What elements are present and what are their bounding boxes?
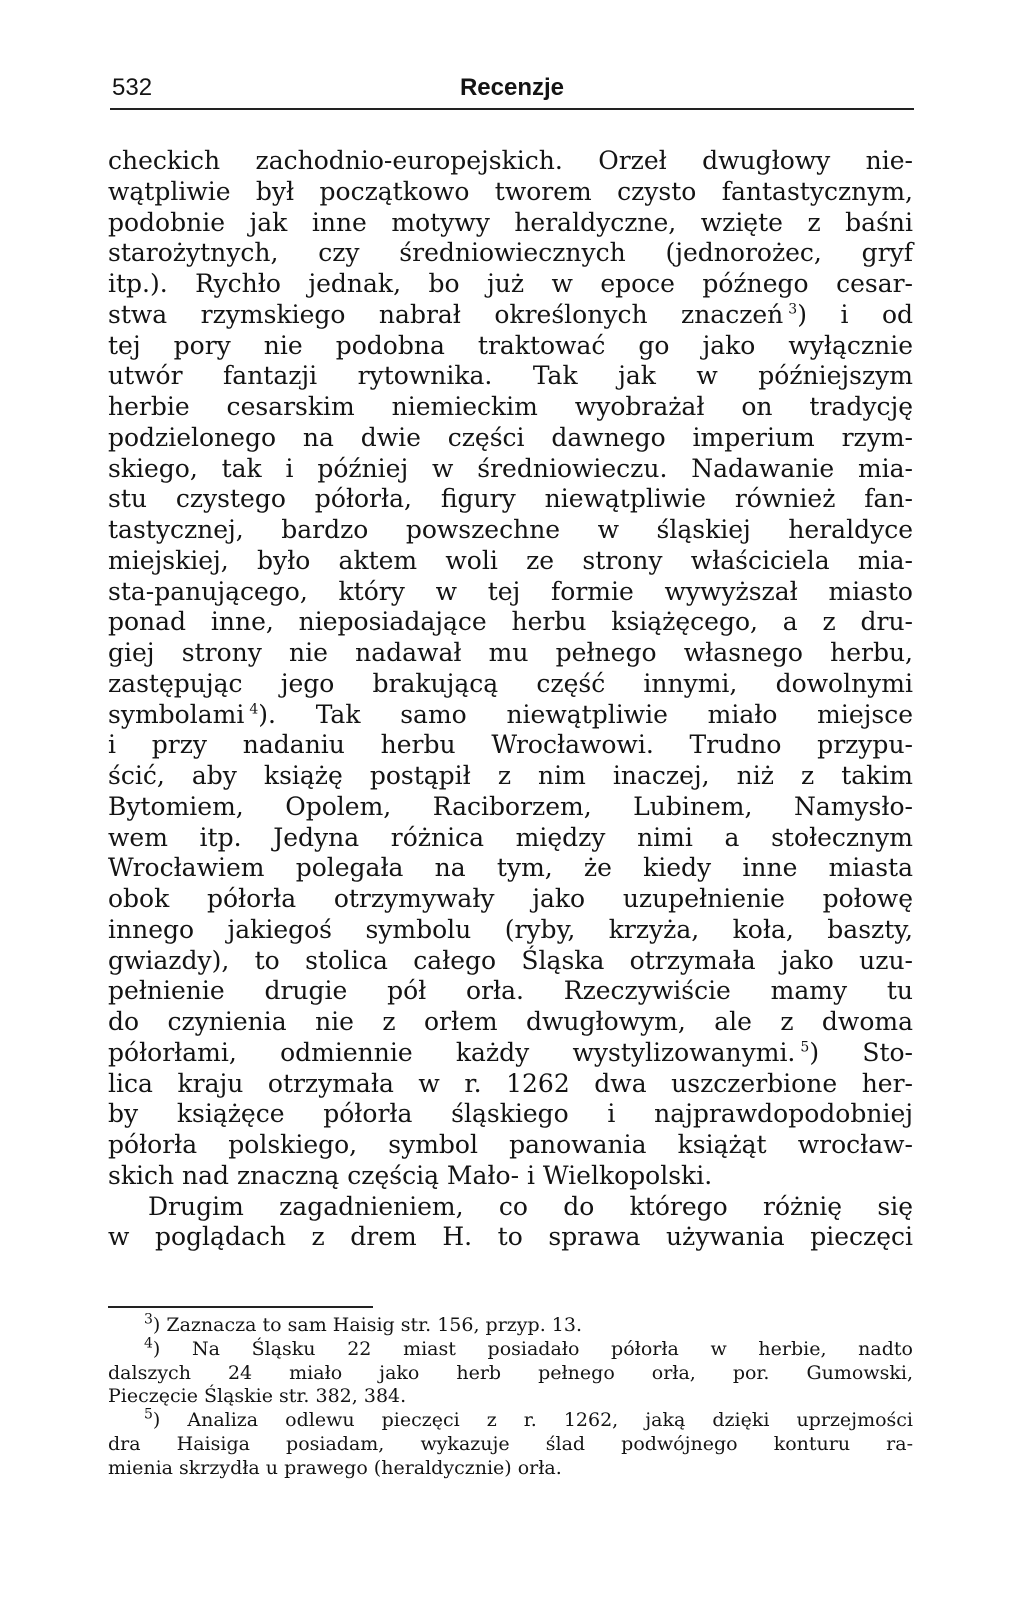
body-line: innego jakiegoś symbolu (ryby, krzyża, koła, baszty, <box>108 914 913 944</box>
body-line-text: ) Sto- <box>809 1037 913 1067</box>
body-line: tej pory nie podobna traktować go jako wyłącznie <box>108 330 913 360</box>
page-number: 532 <box>112 74 153 101</box>
body-line: checkich zachodnio-europejskich. Orzeł dwugłowy nie- <box>108 146 913 175</box>
footnote-line <box>108 1406 913 1433</box>
footnote-line: dalszych 24 miało jako herb pełnego orła, por. Gumowski, <box>108 1361 913 1384</box>
body-line: Bytomiem, Opolem, Raciborzem, Lubinem, Namysło- <box>108 791 913 821</box>
body-line: skiego, tak i później w średniowieczu. Nadawanie mia- <box>108 453 913 483</box>
footnote-text: ) Na Śląsku 22 miast posiadało półorła w herbie, nadto <box>152 1337 913 1360</box>
body-line: starożytnych, czy średniowiecznych (jednorożec, gryf <box>108 238 913 268</box>
body-line <box>108 300 913 331</box>
body-line: ścić, aby książę postąpił z nim inaczej, niż z takim <box>108 761 913 790</box>
body-line: podobnie jak inne motywy heraldyczne, wzięte z baśni <box>108 207 913 237</box>
footnote-text: ) Analiza odlewu pieczęci z r. 1262, jaką dzięki uprzejmości <box>152 1409 913 1432</box>
running-title: Recenzje <box>459 74 565 101</box>
body-line: skich nad znaczną częścią Mało- i Wielkopolski. <box>108 1160 713 1190</box>
footnote-line <box>108 1311 913 1338</box>
body-line-text: ) i od <box>797 299 914 329</box>
body-line-text: ). Tak samo niewątpliwie miało miejsce <box>258 699 913 729</box>
body-line: w poglądach z drem H. to sprawa używania pieczęci <box>108 1222 913 1252</box>
footnote-line <box>108 1335 913 1362</box>
footnotes <box>108 1311 913 1481</box>
body-line: i przy nadaniu herbu Wrocławowi. Trudno przypu- <box>108 730 913 760</box>
header-rule <box>110 108 914 110</box>
body-line: itp.). Rychło jednak, bo już w epoce późnego cesar- <box>108 269 913 298</box>
body-line <box>108 1038 913 1069</box>
body-line: podzielonego na dwie części dawnego imperium rzym- <box>108 422 913 452</box>
body-line: Drugim zagadnieniem, co do którego różnię się <box>148 1191 913 1221</box>
body-line: ponad inne, nieposiadające herbu książęcego, a z dru- <box>108 607 913 637</box>
footnote-line: mienia skrzydła u prawego (heraldycznie) orła. <box>108 1456 562 1479</box>
body-line-text: półorłami, odmiennie każdy wystylizowanymi. <box>108 1037 796 1067</box>
body-line <box>108 700 913 731</box>
body-line: Wrocławiem polegała na tym, że kiedy inne miasta <box>108 853 913 883</box>
body-line: miejskiej, było aktem woli ze strony właściciela mia- <box>108 545 913 575</box>
footnote-marker-5: 5 <box>144 1406 153 1423</box>
body-line: pełnienie drugie pół orła. Rzeczywiście mamy tu <box>108 976 913 1006</box>
footnote-ref-5: 5 <box>800 1039 810 1056</box>
body-line-text: symbolami <box>108 699 245 729</box>
body-line: gwiazdy), to stolica całego Śląska otrzymała jako uzu- <box>108 945 913 975</box>
body-line: stu czystego półorła, figury niewątpliwie również fan- <box>108 484 913 514</box>
footnote-rule <box>108 1306 373 1308</box>
body-line: wem itp. Jedyna różnica między nimi a stołecznym <box>108 822 913 852</box>
footnote-ref-4: 4 <box>249 701 259 718</box>
footnote-text: ) Zaznacza to sam Haisig str. 156, przyp. 13. <box>152 1314 582 1336</box>
page-header <box>112 74 912 104</box>
body-line: utwór fantazji rytownika. Tak jak w późniejszym <box>108 361 913 391</box>
body-line: herbie cesarskim niemieckim wyobrażał on tradycję <box>108 392 913 421</box>
body-line: obok półorła otrzymywały jako uzupełnienie połowę <box>108 884 913 913</box>
body-line: do czynienia nie z orłem dwugłowym, ale z dwoma <box>108 1007 913 1036</box>
footnote-ref-3: 3 <box>788 301 798 318</box>
body-line: sta-panującego, który w tej formie wywyższał miasto <box>108 576 913 606</box>
body-line: lica kraju otrzymała w r. 1262 dwa uszczerbione her- <box>108 1068 913 1098</box>
body-line: wątpliwie był początkowo tworem czysto fantastycznym, <box>108 176 913 206</box>
body-line: by książęce półorła śląskiego i najprawdopodobniej <box>108 1099 913 1129</box>
body-line: giej strony nie nadawał mu pełnego własnego herbu, <box>108 638 913 667</box>
footnote-line: Pieczęcie Śląskie str. 382, 384. <box>108 1385 407 1408</box>
body-text <box>108 146 913 1253</box>
body-line-text: stwa rzymskiego nabrał określonych znaczeń <box>108 299 784 329</box>
footnote-marker-3: 3 <box>144 1311 153 1328</box>
body-line: tastycznej, bardzo powszechne w śląskiej heraldyce <box>108 515 913 544</box>
footnote-line: dra Haisiga posiadam, wykazuje ślad podwójnego konturu ra- <box>108 1432 913 1455</box>
footnote-marker-4: 4 <box>144 1335 153 1352</box>
body-line: półorła polskiego, symbol panowania książąt wrocław- <box>108 1130 913 1159</box>
body-line: zastępując jego brakującą część innymi, dowolnymi <box>108 668 913 698</box>
